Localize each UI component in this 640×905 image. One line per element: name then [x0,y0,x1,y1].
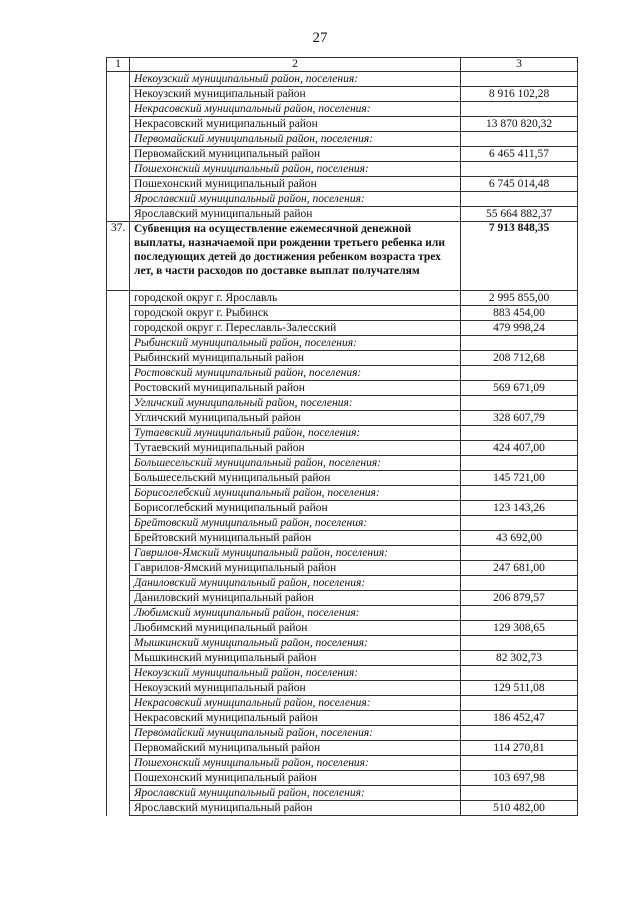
section-total-row [107,222,578,291]
subheading-row [107,636,578,651]
amount-cell [461,192,578,207]
row-number-cell [107,117,130,132]
subheading-label: Рыбинский муниципальный район, поселения: [130,336,461,351]
table-row [107,87,578,102]
subheading-row [107,486,578,501]
row-number-cell [107,426,130,441]
row-number-cell [107,177,130,192]
table-row [107,501,578,516]
table-row [107,117,578,132]
recipient-name: Даниловский муниципальный район [130,591,461,606]
row-number-cell [107,381,130,396]
recipient-name: городской округ г. Ярославль [130,291,461,306]
subheading-label: Даниловский муниципальный район, поселения: [130,576,461,591]
amount-cell: 114 270,81 [461,741,578,756]
recipient-name: Ярославский муниципальный район [130,801,461,816]
amount-cell [461,486,578,501]
subheading-row [107,456,578,471]
amount-cell [461,132,578,147]
table-row [107,681,578,696]
subheading-label: Первомайский муниципальный район, поселения: [130,132,461,147]
row-number-cell [107,726,130,741]
amount-cell: 479 998,24 [461,321,578,336]
row-number-cell [107,456,130,471]
table-header-row [107,58,578,72]
subheading-label: Ростовский муниципальный район, поселения: [130,366,461,381]
recipient-name: Пошехонский муниципальный район [130,177,461,192]
amount-cell: 55 664 882,37 [461,207,578,222]
row-number-cell [107,192,130,207]
amount-cell: 2 995 855,00 [461,291,578,306]
recipient-name: Некрасовский муниципальный район [130,711,461,726]
amount-cell [461,72,578,87]
amount-cell [461,666,578,681]
subheading-label: Гаврилов-Ямский муниципальный район, поселения: [130,546,461,561]
row-number-cell [107,591,130,606]
row-number-cell [107,441,130,456]
subheading-row [107,336,578,351]
table-row [107,177,578,192]
amount-cell [461,162,578,177]
subheading-row [107,546,578,561]
row-number-cell [107,561,130,576]
subheading-label: Большесельский муниципальный район, поселения: [130,456,461,471]
subheading-row [107,786,578,801]
row-number-cell [107,351,130,366]
subheading-row [107,726,578,741]
amount-cell: 328 607,79 [461,411,578,426]
subheading-row [107,756,578,771]
recipient-name: Мышкинский муниципальный район [130,651,461,666]
table-row [107,561,578,576]
table-row [107,591,578,606]
subheading-row [107,576,578,591]
row-number-cell [107,546,130,561]
column-header-2: 2 [130,58,461,72]
recipient-name: Ростовский муниципальный район [130,381,461,396]
amount-cell [461,516,578,531]
amount-cell [461,396,578,411]
row-number-cell [107,636,130,651]
subheading-row [107,396,578,411]
amount-cell [461,336,578,351]
row-number-cell [107,72,130,87]
row-number-cell [107,411,130,426]
recipient-name: Некрасовский муниципальный район [130,117,461,132]
subheading-row [107,192,578,207]
recipient-name: Ярославский муниципальный район [130,207,461,222]
subheading-label: Некрасовский муниципальный район, поселения: [130,696,461,711]
table-row [107,147,578,162]
amount-cell: 129 308,65 [461,621,578,636]
table-row [107,207,578,222]
subheading-label: Пошехонский муниципальный район, поселения: [130,756,461,771]
subheading-row [107,72,578,87]
recipient-name: Борисоглебский муниципальный район [130,501,461,516]
recipient-name: Первомайский муниципальный район [130,147,461,162]
amount-cell [461,102,578,117]
row-number-cell [107,801,130,816]
row-number-cell [107,786,130,801]
amount-cell [461,546,578,561]
subheading-row [107,366,578,381]
row-number-cell [107,651,130,666]
recipient-name: Тутаевский муниципальный район [130,441,461,456]
table-row [107,441,578,456]
recipient-name: городской округ г. Переславль-Залесский [130,321,461,336]
subheading-row [107,132,578,147]
table-row [107,651,578,666]
amount-cell [461,696,578,711]
recipient-name: городской округ г. Рыбинск [130,306,461,321]
subheading-label: Некрасовский муниципальный район, поселения: [130,102,461,117]
column-header-3: 3 [461,58,578,72]
row-number-cell [107,666,130,681]
amount-cell: 6 745 014,48 [461,177,578,192]
amount-cell: 13 870 820,32 [461,117,578,132]
page-number: 27 [312,30,328,46]
row-number-cell [107,207,130,222]
row-number-cell [107,162,130,177]
recipient-name: Угличский муниципальный район [130,411,461,426]
row-number-cell [107,531,130,546]
recipient-name: Рыбинский муниципальный район [130,351,461,366]
amount-cell: 103 697,98 [461,771,578,786]
subheading-label: Тутаевский муниципальный район, поселения: [130,426,461,441]
amount-cell: 424 407,00 [461,441,578,456]
subheading-row [107,606,578,621]
recipient-name: Некоузский муниципальный район [130,87,461,102]
amount-cell: 8 916 102,28 [461,87,578,102]
amount-cell: 123 143,26 [461,501,578,516]
table-row [107,621,578,636]
column-header-1: 1 [107,58,130,72]
table-row [107,411,578,426]
table-row [107,531,578,546]
table-row [107,741,578,756]
row-number-cell [107,306,130,321]
amount-cell [461,636,578,651]
table-row [107,471,578,486]
row-number-cell [107,132,130,147]
table-row [107,351,578,366]
subheading-label: Первомайский муниципальный район, поселения: [130,726,461,741]
row-number-cell [107,396,130,411]
recipient-name: Большесельский муниципальный район [130,471,461,486]
row-number-cell [107,606,130,621]
row-number-cell [107,741,130,756]
row-number-cell [107,147,130,162]
recipient-name: Некоузский муниципальный район [130,681,461,696]
amount-cell: 569 671,09 [461,381,578,396]
row-number-cell [107,516,130,531]
amount-cell: 883 454,00 [461,306,578,321]
amount-cell: 208 712,68 [461,351,578,366]
subheading-row [107,426,578,441]
table-body [107,58,578,816]
subheading-label: Некоузский муниципальный район, поселения: [130,666,461,681]
recipient-name: Брейтовский муниципальный район [130,531,461,546]
subheading-label: Некоузский муниципальный район, поселения: [130,72,461,87]
section-total-amount: 7 913 848,35 [461,222,578,291]
table-row [107,306,578,321]
amount-cell: 206 879,57 [461,591,578,606]
subheading-label: Брейтовский муниципальный район, поселения: [130,516,461,531]
row-number-cell [107,696,130,711]
amount-cell: 145 721,00 [461,471,578,486]
recipient-name: Гаврилов-Ямский муниципальный район [130,561,461,576]
row-number-cell [107,756,130,771]
row-number-cell [107,102,130,117]
amount-cell [461,786,578,801]
section-title: Субвенция на осуществление ежемесячной денежной выплаты, назначаемой при рождении третьего ребенка или последующих детей до достижения ребенком возраста трех лет, в части расходов по доставке выплат получателям [130,222,461,291]
subheading-row [107,162,578,177]
amount-cell: 186 452,47 [461,711,578,726]
subheading-label: Пошехонский муниципальный район, поселения: [130,162,461,177]
table-row [107,291,578,306]
row-number-cell [107,711,130,726]
amount-cell [461,576,578,591]
row-number-cell [107,771,130,786]
amount-cell: 247 681,00 [461,561,578,576]
amount-cell: 6 465 411,57 [461,147,578,162]
subheading-row [107,666,578,681]
subheading-label: Мышкинский муниципальный район, поселения: [130,636,461,651]
row-number-cell [107,486,130,501]
subheading-label: Борисоглебский муниципальный район, поселения: [130,486,461,501]
section-number: 37. [107,222,130,291]
subheading-label: Ярославский муниципальный район, поселения: [130,786,461,801]
amount-cell [461,456,578,471]
subheading-row [107,696,578,711]
amount-cell: 82 302,73 [461,651,578,666]
amount-cell [461,366,578,381]
table-row [107,321,578,336]
subheading-row [107,516,578,531]
amount-cell [461,606,578,621]
subheading-label: Ярославский муниципальный район, поселения: [130,192,461,207]
row-number-cell [107,501,130,516]
recipient-name: Пошехонский муниципальный район [130,771,461,786]
subheading-label: Угличский муниципальный район, поселения: [130,396,461,411]
table-row [107,771,578,786]
row-number-cell [107,291,130,306]
amount-cell [461,726,578,741]
amount-cell [461,756,578,771]
amount-cell: 43 692,00 [461,531,578,546]
recipient-name: Первомайский муниципальный район [130,741,461,756]
row-number-cell [107,576,130,591]
amount-cell: 510 482,00 [461,801,578,816]
subheading-row [107,102,578,117]
row-number-cell [107,621,130,636]
budget-table [106,57,578,816]
table-row [107,801,578,816]
row-number-cell [107,366,130,381]
row-number-cell [107,681,130,696]
row-number-cell [107,87,130,102]
subheading-label: Любимский муниципальный район, поселения: [130,606,461,621]
amount-cell: 129 511,08 [461,681,578,696]
row-number-cell [107,471,130,486]
row-number-cell [107,321,130,336]
amount-cell [461,426,578,441]
recipient-name: Любимский муниципальный район [130,621,461,636]
row-number-cell [107,336,130,351]
table-row [107,381,578,396]
table-row [107,711,578,726]
